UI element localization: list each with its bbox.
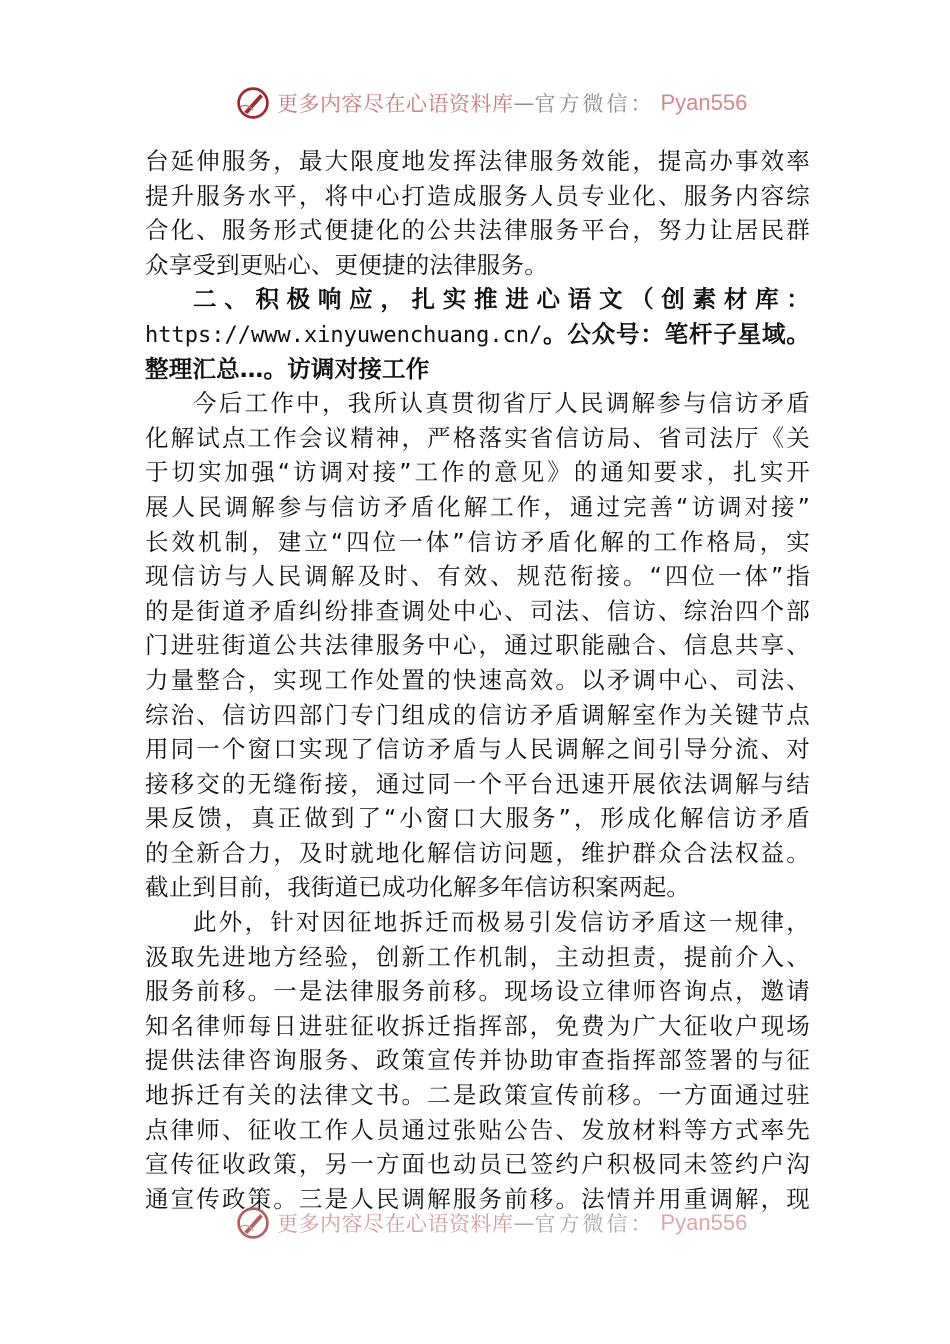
paragraph-1: [145, 144, 810, 282]
section-heading: [145, 282, 810, 386]
text-line: 的全新合力，及时就地化解信访问题，维护群众合法权益。: [145, 838, 810, 867]
text-line: 截止到目前，我街道已成功化解多年信访积案两起。: [145, 873, 691, 902]
text-line: 果反馈，真正做到了“小窗口大服务”，形成化解信访矛盾: [145, 804, 810, 833]
heading-line-rest: 。公众号：笔杆子星域。: [542, 319, 810, 348]
quill-pen-logo-icon: [235, 85, 271, 121]
text-line: 众享受到更贴心、更便捷的法律服务。: [145, 250, 548, 279]
text-line: 服务前移。一是法律服务前移。现场设立律师咨询点，邀请: [145, 977, 810, 1006]
heading-line: [145, 317, 810, 352]
watermark-dash: —: [513, 1211, 535, 1235]
text-line: 提升服务水平，将中心打造成服务人员专业化、服务内容综: [145, 181, 810, 210]
paragraph-2: [145, 386, 810, 905]
text-line: 接移交的无缝衔接，通过同一个平台迅速开展依法调解与结: [145, 769, 810, 798]
text-line: 现信访与人民调解及时、有效、规范衔接。“四位一体”指: [145, 562, 810, 591]
text-line: 化解试点工作会议精神，严格落实省信访局、省司法厅《关: [145, 423, 810, 452]
text-line: 的是街道矛盾纠纷排查调处中心、司法、信访、综治四个部: [145, 596, 810, 625]
text-line: 台延伸服务，最大限度地发挥法律服务效能，提高办事效率: [145, 147, 810, 175]
document-page: [145, 144, 810, 1216]
text-line: 门进驻街道公共法律服务中心，通过职能融合、信息共享、: [145, 631, 810, 660]
text-line: 展人民调解参与信访矛盾化解工作，通过完善“访调对接”: [145, 492, 810, 521]
text-line: 长效机制，建立“四位一体”信访矛盾化解的工作格局，实: [145, 527, 810, 556]
text-line: 用同一个窗口实现了信访矛盾与人民调解之间引导分流、对: [145, 735, 810, 764]
text-line: 合化、服务形式便捷化的公共法律服务平台，努力让居民群: [145, 216, 810, 245]
text-line: 通宣传政策。三是人民调解服务前移。法情并用重调解，现: [145, 1184, 810, 1213]
heading-line: 二、积极响应，扎实推进心语文（创素材库：: [193, 285, 810, 314]
text-line: 综治、信访四部门专门组成的信访矛盾调解室作为关键节点: [145, 700, 810, 729]
watermark-wechat-label: 官方微信：: [534, 1212, 655, 1236]
text-line: 力量整合，实现工作处置的快速高效。以矛调中心、司法、: [145, 665, 810, 694]
watermark-wechat-label: 官方微信：: [534, 92, 655, 116]
text-line: 宣传征收政策，另一方面也动员已签约户积极同未签约户沟: [145, 1150, 810, 1179]
paragraph-3: [145, 905, 810, 1216]
text-line: 知名律师每日进驻征收拆迁指挥部，免费为广大征收户现场: [145, 1011, 810, 1040]
text-line: 今后工作中，我所认真贯彻省厅人民调解参与信访矛盾: [193, 389, 810, 418]
watermark-wechat-id: Pyan556: [660, 1210, 748, 1235]
text-line: 点律师、征收工作人员通过张贴公告、发放材料等方式率先: [145, 1115, 810, 1144]
text-line: 于切实加强“访调对接”工作的意见》的通知要求，扎实开: [145, 458, 810, 487]
text-line: 此外，针对因征地拆迁而极易引发信访矛盾这一规律，: [193, 908, 810, 937]
quill-pen-logo-icon: [235, 1205, 271, 1241]
text-line: 提供法律咨询服务、政策宣传并协助审查指挥部签署的与征: [145, 1046, 810, 1075]
text-line: 地拆迁有关的法律文书。二是政策宣传前移。一方面通过驻: [145, 1081, 810, 1110]
text-line: 汲取先进地方经验，创新工作机制，主动担责，提前介入、: [145, 942, 810, 971]
watermark-footer: [235, 1203, 747, 1243]
watermark-header: [235, 83, 747, 123]
watermark-site-text: 更多内容尽在心语资料库: [277, 1212, 514, 1236]
heading-url-link[interactable]: https://www.xinyuwenchuang.cn/: [145, 322, 543, 348]
watermark-site-text: 更多内容尽在心语资料库: [277, 92, 514, 116]
heading-line: 整理汇总…。访调对接工作: [145, 354, 430, 383]
watermark-dash: —: [513, 91, 535, 115]
watermark-wechat-id: Pyan556: [660, 90, 748, 115]
